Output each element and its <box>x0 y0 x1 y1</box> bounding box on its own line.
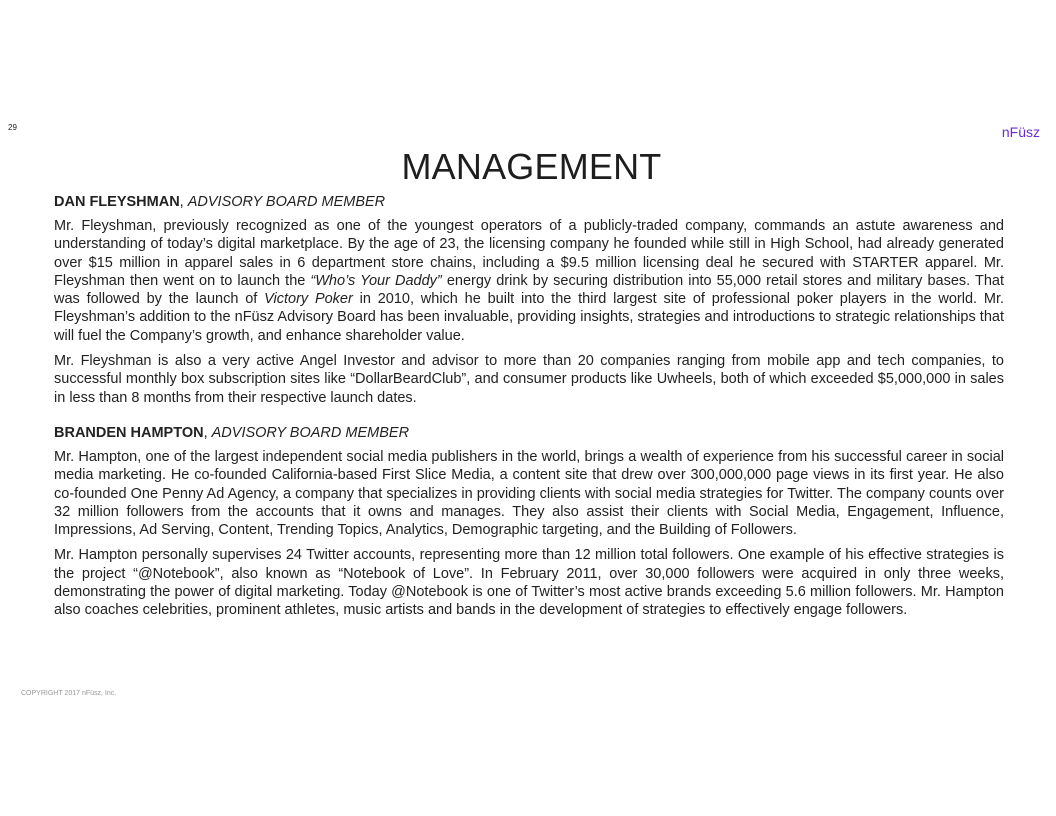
heading-separator: , <box>179 194 188 210</box>
person-section-fleyshman <box>54 193 1004 407</box>
page-title: MANAGEMENT <box>401 146 662 187</box>
bio-italic-text: Victory Poker <box>264 291 353 308</box>
bio-paragraph: Mr. Hampton personally supervises 24 Twitter accounts, representing more than 12 million total followers. One example of his effective strategies is the project “@Notebook”, also known as “Notebook of Love”. In February 2011, over 30,000 followers were acquired in only three weeks, demonstrating the power of digital marketing. Today @Notebook is one of Twitter’s most active brands exceeding 5.6 million followers. Mr. Hampton also coaches celebrities, prominent athletes, music artists and bands in the development of strategies to effectively engage followers. <box>54 547 1004 619</box>
person-section-hampton <box>54 424 1004 620</box>
bio-text: Mr. Fleyshman, previously recognized as one of the youngest operators of a publicly-traded company, commands an astute awareness and understanding of today’s digital marketplace. By the age of 23, the licensing company he founded while still in High School, had already generated over $15 million in apparel sales in 6 department store chains, including a $9.5 million licensing deal he secured with STARTER apparel. Mr. Fleyshman then went on to launch the <box>54 218 1004 289</box>
management-content <box>54 193 1004 620</box>
person-name: BRANDEN HAMPTON <box>54 424 204 441</box>
heading-separator: , <box>203 424 212 441</box>
bio-text: in 2010, which he built into the third largest site of professional poker players in the world. Mr. Fleyshman’s addition to the nFüsz Advisory Board has been invaluable, providing insights, strategies and introductions to strategic relationships that will fuel the Company’s growth, and enhance shareholder value. <box>54 291 1004 344</box>
person-heading <box>54 193 1004 211</box>
bio-paragraph: Mr. Hampton, one of the largest independent social media publishers in the world, brings a wealth of experience from his successful career in social media marketing. He co-founded California-based First Slice Media, a content site that drew over 300,000,000 page views in its first year. He also co-founded One Penny Ad Agency, a company that specializes in providing clients with social media strategies for Twitter. The company counts over 32 million followers from the accounts that it owns and manages. They also assist their clients with Social Media, Engagement, Influence, Impressions, Ad Serving, Content, Trending Topics, Analytics, Demographic targeting, and the Building of Followers. <box>54 448 1004 539</box>
brand-logo-text: nFüsz <box>1001 124 1040 140</box>
person-heading <box>54 424 1004 442</box>
bio-italic-text: “Who’s Your Daddy” <box>310 272 442 289</box>
copyright-notice: COPYRIGHT 2017 nFüsz, Inc. <box>21 690 117 697</box>
bio-paragraph: Mr. Fleyshman is also a very active Angel Investor and advisor to more than 20 companies ranging from mobile app and tech companies, to successful monthly box subscription sites like “DollarBeardClub”, and consumer products like Uwheels, both of which exceeded $5,000,000 in sales in less than 8 months from their respective launch dates. <box>54 353 1004 406</box>
bio-text: energy drink by securing distribution into 55,000 retail stores and military bases. That was followed by the launch of <box>54 272 1004 308</box>
person-role: ADVISORY BOARD MEMBER <box>187 194 386 210</box>
person-role: ADVISORY BOARD MEMBER <box>211 424 410 441</box>
bio-paragraph <box>54 217 1004 345</box>
page-number: 29 <box>8 123 17 132</box>
person-name: DAN FLEYSHMAN <box>54 194 180 210</box>
